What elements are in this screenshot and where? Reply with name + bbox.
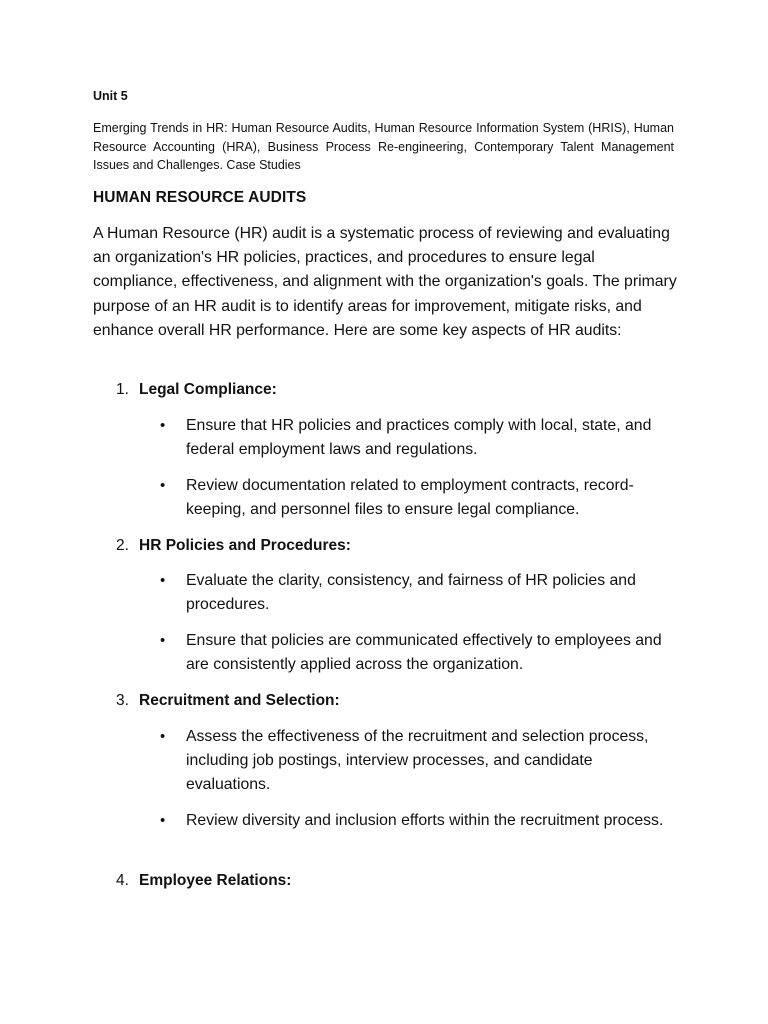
list-item-section-2 [116, 536, 351, 556]
bullet-text: Assess the effectiveness of the recruitment and selection process, including job postings, interview processes, and candidate evaluations. [186, 728, 649, 794]
list-number: 4. [116, 872, 129, 889]
bullet-icon: • [160, 728, 166, 745]
section-title: Employee Relations: [139, 872, 292, 889]
syllabus-paragraph: Emerging Trends in HR: Human Resource Audits, Human Resource Information System (HRIS), Human Resource Accounting (HRA), Business Process Re-engineering, Contemporary Talent Management Issues and Challenges. Case Studies [93, 121, 674, 172]
bullet-item [160, 569, 680, 617]
bullet-icon: • [160, 632, 166, 649]
bullet-item [160, 809, 680, 833]
section-title: Recruitment and Selection: [139, 692, 340, 709]
list-item-section-4 [116, 871, 291, 891]
intro-paragraph: A Human Resource (HR) audit is a systematic process of reviewing and evaluating an organization's HR policies, practices, and procedures to ensure legal compliance, effectiveness, and alignment with the organization's goals. The primary purpose of an HR audit is to identify areas for improvement, mitigate risks, and enhance overall HR performance. Here are some key aspects of HR audits: [93, 225, 677, 339]
bullet-item [160, 629, 680, 677]
bullet-text: Review documentation related to employment contracts, record-keeping, and personnel files to ensure legal compliance. [186, 477, 634, 519]
bullet-icon: • [160, 812, 166, 829]
unit-label: Unit 5 [93, 89, 128, 103]
section-title: HR Policies and Procedures: [139, 537, 351, 554]
bullet-item [160, 474, 680, 522]
list-item-section-3 [116, 691, 340, 711]
section-heading: HUMAN RESOURCE AUDITS [93, 189, 307, 206]
list-number: 2. [116, 537, 129, 554]
bullet-text: Ensure that policies are communicated effectively to employees and are consistently applied across the organization. [186, 632, 662, 674]
list-item-section-1 [116, 380, 277, 400]
bullet-item [160, 725, 680, 798]
bullet-icon: • [160, 477, 166, 494]
bullet-icon: • [160, 572, 166, 589]
section-title: Legal Compliance: [139, 381, 277, 398]
bullet-item [160, 414, 680, 462]
list-number: 1. [116, 381, 129, 398]
bullet-text: Review diversity and inclusion efforts within the recruitment process. [186, 812, 664, 829]
bullet-text: Evaluate the clarity, consistency, and fairness of HR policies and procedures. [186, 572, 636, 614]
bullet-text: Ensure that HR policies and practices comply with local, state, and federal employment laws and regulations. [186, 417, 652, 459]
list-number: 3. [116, 692, 129, 709]
bullet-icon: • [160, 417, 166, 434]
